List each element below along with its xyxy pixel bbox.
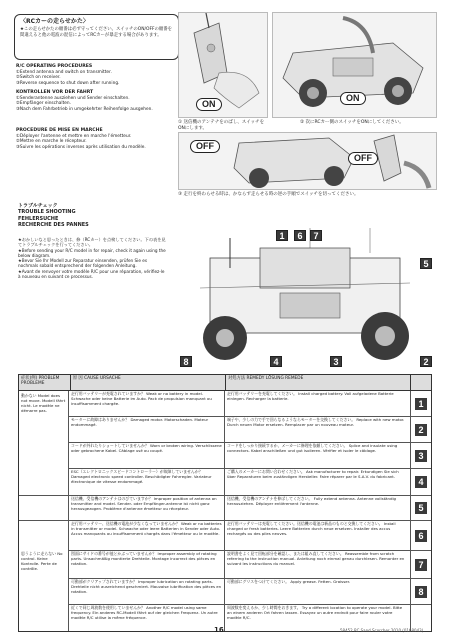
row-number: 5	[411, 496, 431, 520]
ts-note-fr: ★Avant de renvoyer votre modèle R/C pour une réparation, vérifiez-le à nouveau en suivant ce processus.	[18, 268, 165, 280]
group-3	[19, 521, 431, 631]
callout-2: 2	[420, 356, 432, 367]
table-row	[69, 579, 431, 605]
off-label-2: OFF	[348, 152, 378, 165]
operating-title: 〈RCカーの走らせかた〉	[20, 18, 89, 25]
en-procedure-title: R/C OPERATING PROCEDURES	[16, 64, 93, 69]
row-number: 4	[411, 469, 431, 495]
row-number: 8	[411, 579, 431, 604]
ts-note-de: ★Bevor Sie Ihr Modell zur Reparatur einsenden, prüfen Sie es nochmals sobald entsprechend der folgenden Anleitung.	[18, 258, 148, 269]
cause-text: 可動部がクリアップされていますか？ Improper lubrication on rotating parts. Drehteile nicht ausreichend geschmiert. Mauvaise lubrification des pièces en rotation.	[69, 579, 225, 604]
callout-4: 4	[270, 356, 282, 367]
remedy-text: ご購入のメーカーにお問い合わせください。 Ask manufacturer to repair. Erkundigen Sie sich über Reparaturen beim zuständigen Hersteller. Faire réparer par le S.A.V. du fabricant.	[225, 469, 411, 495]
callout-7: 7	[310, 230, 322, 241]
group-2	[19, 496, 431, 521]
cause-text: コードが外れたりショートしていませんか？ Worn or broken wiring. Verschlissene oder gebrochene Kabel. Câblage usé ou coupé.	[69, 443, 225, 468]
table-header	[19, 375, 431, 391]
ts-title-de: FEHLERSUCHE	[18, 215, 59, 222]
row-number: 2	[411, 417, 431, 442]
cause-text: 近くで同じ周波数を使用していませんか？ Another R/C model using same frequency. Ein anderes RC-Modell fährt auf der gleichen Frequenz. Un autre modèle R/C utilise la même fréquence.	[69, 605, 225, 631]
header-number	[411, 375, 431, 390]
cause-text: ESC（エレクトロニックスピードコントローラー）が故障していませんか？ Damaged electronic speed controller. Beschädigter Fahrregler. Variateur électronique de vitesse endommagé.	[69, 469, 225, 495]
callout-6: 6	[294, 230, 306, 241]
ts-note-en: ★Before sending your R/C model in for repair, check it again using the below diagram.	[18, 247, 166, 258]
fr-procedure-title: PROCEDURE DE MISE EN MARCHE	[16, 128, 103, 133]
remedy-text: 周波数を変えるか、少し時間をおきます。 Try a different location to operate your model. Bitte an einem anderen Ort fahren lassen. Essayez un autre endroit pour faire rouler votre modèle R/C.	[225, 605, 411, 631]
callout-5: 5	[420, 258, 432, 269]
row-number: 6	[411, 521, 431, 550]
ts-title-en: TROUBLE SHOOTING	[18, 209, 76, 216]
row-number: 7	[411, 551, 431, 578]
problem-no-move: 動かない Model does not move. Modell fährt nicht. Le modèle ne démarre pas.	[19, 391, 69, 495]
transmitter-on-photo	[178, 12, 268, 118]
footer-code: 58452 RC Sand Scorcher 2010 (0168043)	[340, 628, 424, 633]
table-row	[69, 417, 431, 443]
remedy-text: 走行用バッテリーを充電してください。 Install charged battery. Voll aufgeladene Batterie einlegen. Recharger la batterie.	[225, 391, 411, 416]
ts-title-fr: RECHERCHE DES PANNES	[18, 221, 89, 228]
header-cause: 原 因 CAUSE URSACHE	[71, 375, 226, 390]
table-row	[69, 521, 431, 551]
row-number: 1	[411, 391, 431, 416]
cause-text: 走行用バッテリー、送信機の電池が少なくなっていませんか？ Weak or no batteries in transmitter or model. Schwache oder leere Batterien in Sender oder Auto. Accus manquants ou insuffisamment chargés dans l'émetteur ou le modèle.	[69, 521, 225, 550]
ts-title-jp: トラブルチェック	[18, 203, 58, 209]
page-number: 16	[214, 626, 224, 634]
en-step-3: ③Reverse sequence to shut down after running.	[16, 80, 120, 86]
fr-step-3: ③Suivre les opérations inverses après utilisation du modèle.	[16, 144, 146, 150]
remedy-text: 送信機、受信機のアンテナを伸ばしてください。 Fully extend antenna. Antenne vollständig herausziehen. Déployer entièrement l'antenne.	[225, 496, 411, 520]
chassis-illustration	[170, 228, 432, 368]
en-procedure	[16, 64, 176, 86]
troubleshooting-table	[18, 374, 432, 632]
remedy-text: コードをしっかり接続するか、メーカーに修理を依頼してください。 Splice and insulate using connectors. Kabel anschließen und gut isolieren. Vérifier et isoler le câblage.	[225, 443, 411, 468]
on-label-2: ON	[340, 92, 366, 105]
step-1-text: ① 送信機のアンテナをのばし、スイッチをONにします。	[178, 120, 265, 131]
table-row	[69, 443, 431, 469]
fr-step-2: ②Mettre en marche le récepteur.	[16, 139, 87, 145]
fr-procedure	[16, 128, 176, 150]
off-label-1: OFF	[190, 140, 220, 153]
cause-text: 送信機、受信機のアンテナはのびていますか？ Improper position of antenna on transmitter and model. Sender- oder Empfänger-antenne ist nicht ganz herausgezogen. Problème d'antenne émetteur ou récepteur.	[69, 496, 225, 520]
on-label-1: ON	[196, 98, 222, 111]
remedy-text: 走行用バッテリーは充電してください。送信機の電池は新品のものと交換してください。 Install charged or fresh batteries. Leere Batterien durch neue ersetzen. Installer des accus rechargés ou des piles neuves.	[225, 521, 411, 550]
callout-3: 3	[330, 356, 342, 367]
step-2-text: ② 次にRCカー側のスイッチをONにしてください。	[300, 120, 404, 125]
group-1	[19, 391, 431, 496]
cause-text: 走行用バッテリーが充電されていますか？ Weak or no battery in model. Schwache oder keine Batterie im Auto. Pack de propulsion manquant ou insuffisamment chargée.	[69, 391, 225, 416]
de-step-2: ②Empfänger einschalten.	[16, 101, 71, 107]
header-remedy: 対処方法 REMEDY LÖSUNG REMEDE	[226, 375, 411, 390]
remedy-text: 端子や、少しの力で手で回らなるようならモーターを交換してください。 Replace with new motor. Durch neuen Motor ersetzen. Remplacer par un nouveau moteur.	[225, 417, 411, 442]
fr-step-1: ①Déployer l'antenne et mettre en marche l'émetteur.	[16, 134, 132, 139]
ts-note-jp: ★おかしいなと思ったときは、修（RCカー）を点検してください。下の表を見てトラブルチェックを行ってください。	[18, 237, 166, 248]
de-procedure-title: KONTROLLEN VOR DER FAHRT	[16, 90, 94, 95]
table-row	[69, 551, 431, 579]
table-row	[69, 496, 431, 520]
cause-text: 図面にサイドの番号が他とかぶっていませんか？ Improper assembly of rotating parts. Unsachmäßig montierte Drehteile. Montage incorrect des pièces en rotation.	[69, 551, 225, 578]
de-step-3: ③Nach dem Fahrbetrieb in umgekehrter Reihenfolge ausgehen.	[16, 106, 153, 112]
cause-text: モーターに故障はありませんか？ Damaged motor. Motorschaden. Moteur endommagé.	[69, 417, 225, 442]
table-row	[69, 391, 431, 417]
row-number: 3	[411, 443, 431, 468]
callout-1: 1	[276, 230, 288, 241]
en-step-1: ①Extend antenna and switch on transmitter.	[16, 70, 112, 75]
remedy-text: 説明書をよく見て回転部分を確認し、または組み直してください。 Reassemble from scratch referring to the instruction manual. Anleitung noch einmal genau durchlesen. Remonter en suivant les instructions du manuel.	[225, 551, 411, 578]
table-row	[69, 469, 431, 495]
step-3-text: ③ 走行を終わらせる時は、かならず走らせる時の逆の手順でスイッチを切ってください。	[178, 192, 359, 197]
operating-warning: ★この走らせかたの順番は必ず守ってください。スイッチのON/OFFの順番を間違えると他の電波の混信によってRCカーが暴走する場合があります。	[20, 27, 173, 38]
problem-antenna	[19, 496, 69, 520]
operating-procedure-box	[14, 14, 179, 60]
de-procedure	[16, 90, 176, 112]
troubleshooting-heading	[18, 203, 168, 228]
remedy-text: 可動部にグリスをつけてください。 Apply grease. Fetten. Graisser.	[225, 579, 411, 604]
en-step-2: ②Switch on receiver.	[16, 75, 61, 81]
header-problem: 症状(例) PROBLEM PROBLEME	[19, 375, 71, 390]
troubleshooting-notes	[18, 237, 168, 279]
problem-no-control: 思うように走らない No control. Keine Kontrolle. Perte de contrôle.	[19, 521, 69, 631]
de-step-1: ①Senderantenne ausziehen und Sender einschalten.	[16, 96, 130, 101]
callout-8: 8	[180, 356, 192, 367]
